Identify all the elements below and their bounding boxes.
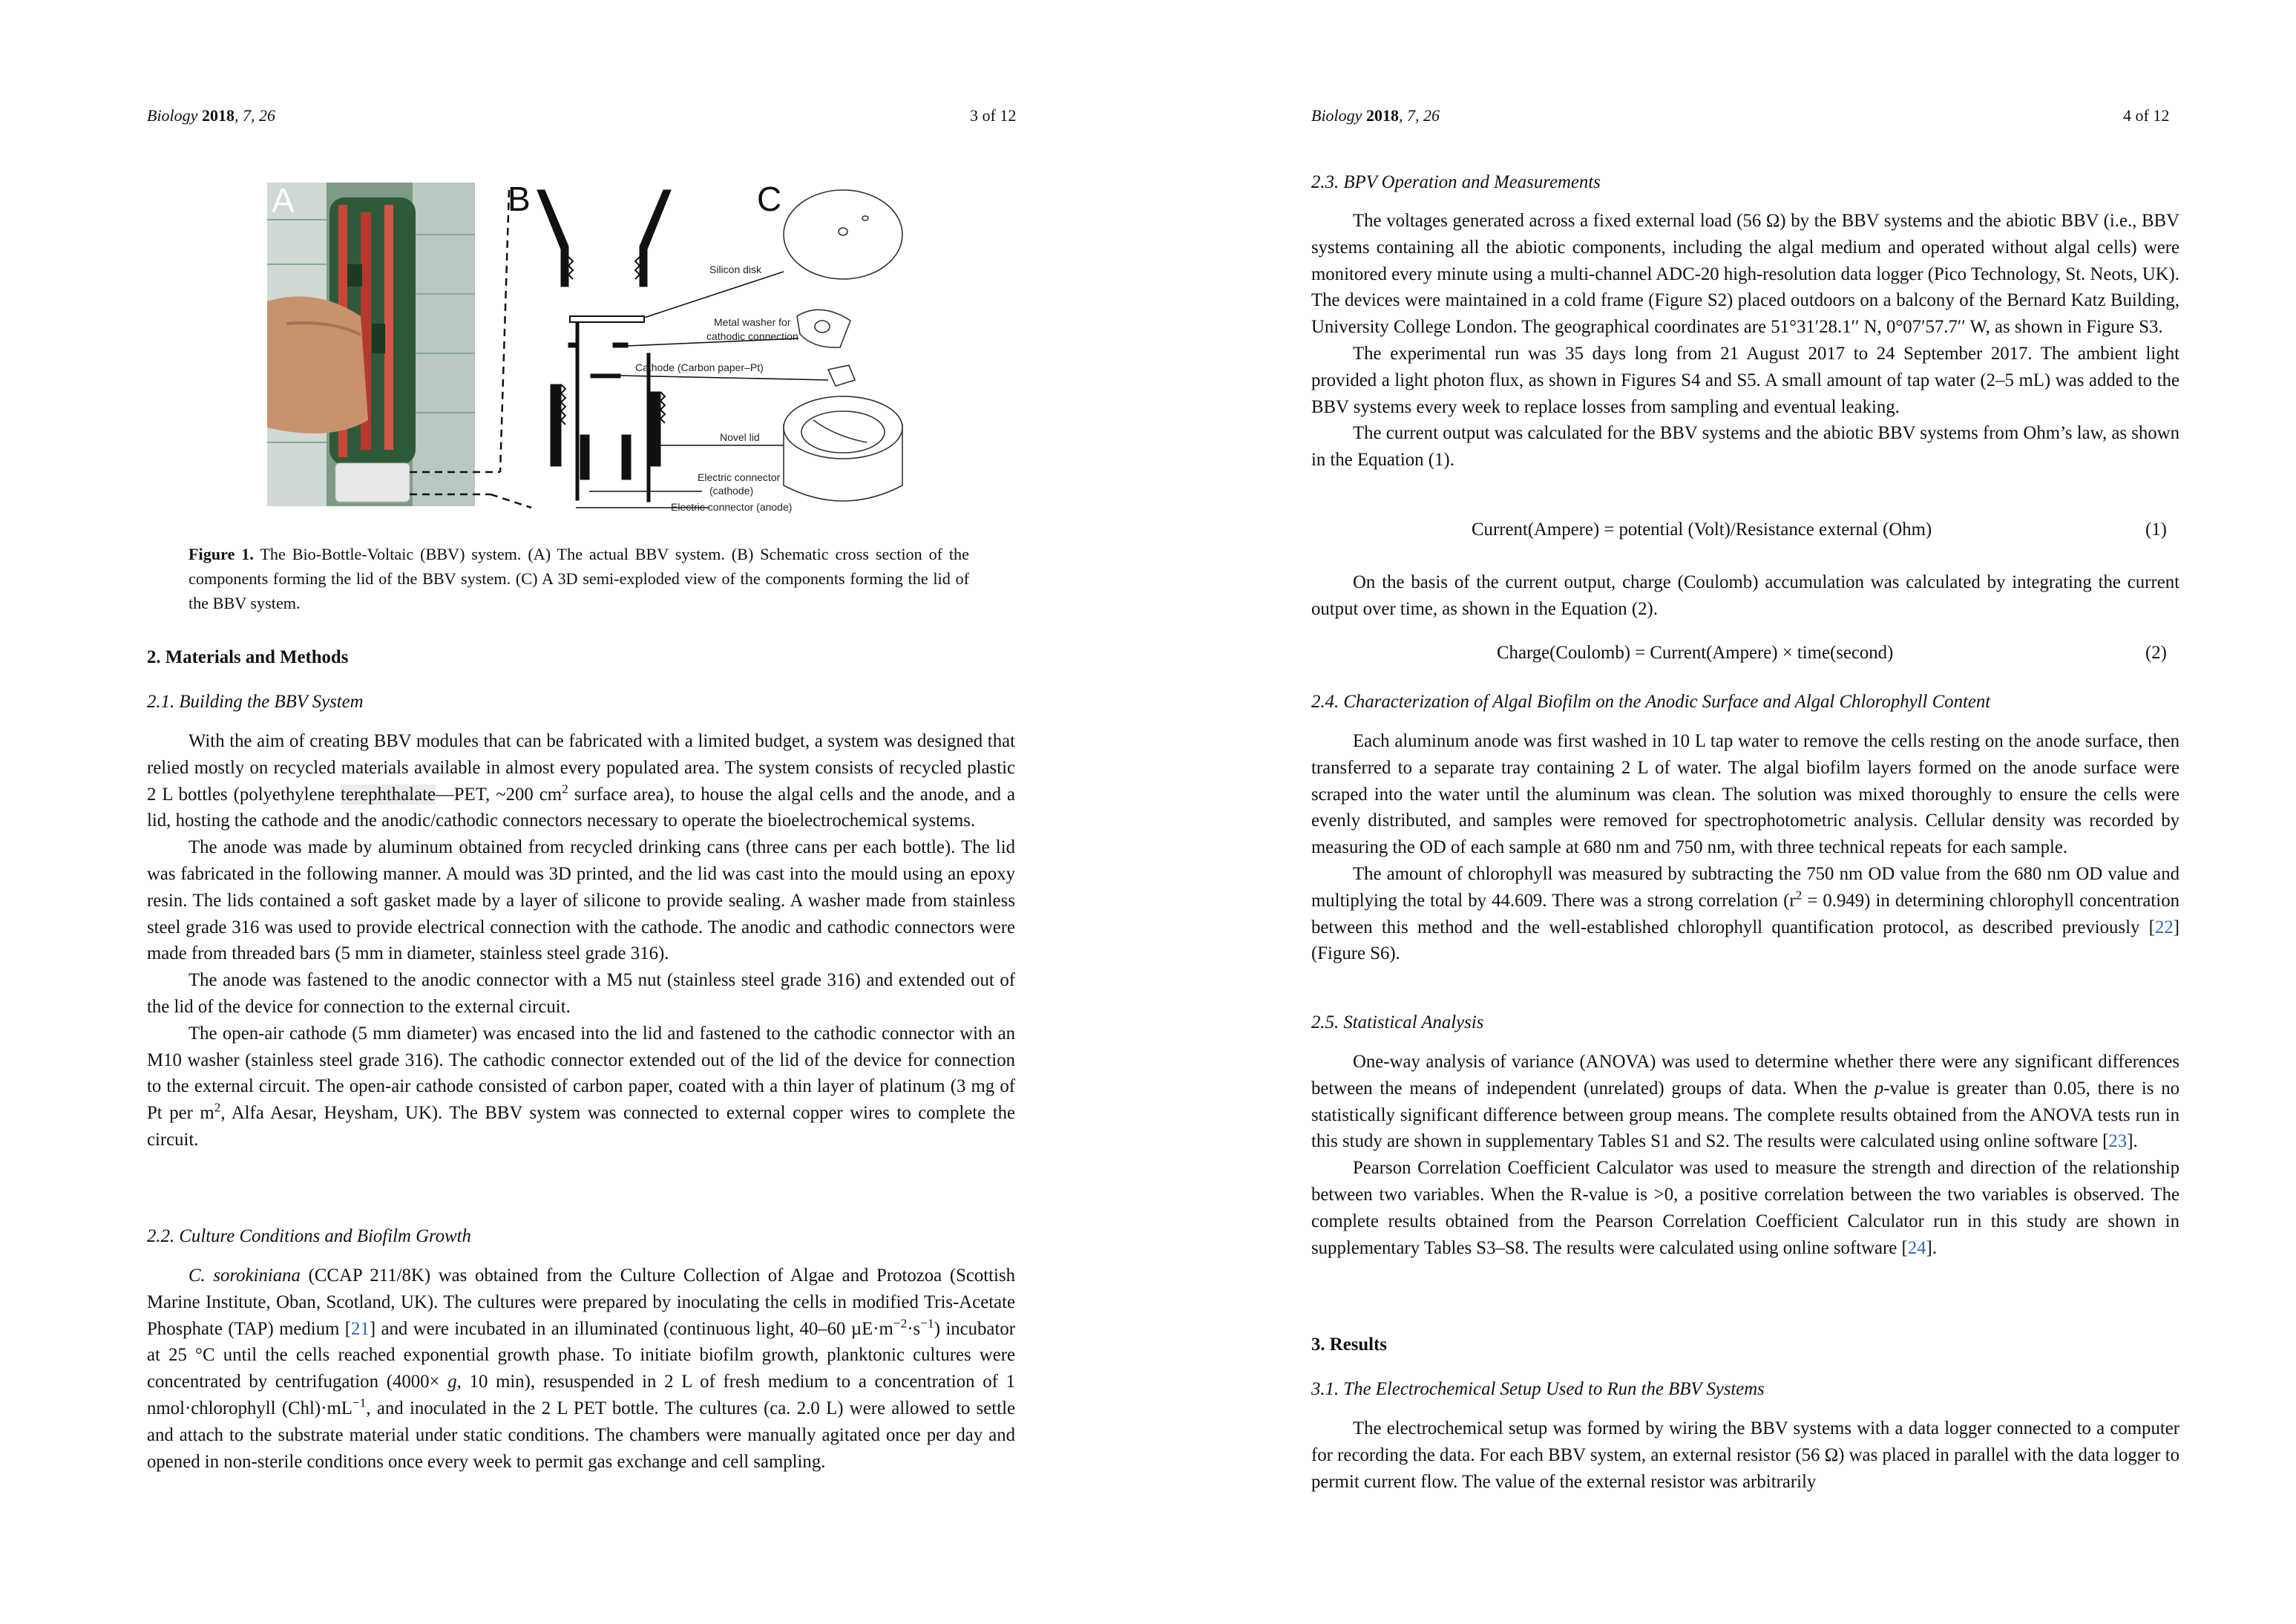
right-page	[1148, 0, 2296, 1624]
section-2-1-body	[147, 728, 1015, 1153]
sub-2-1-block	[147, 689, 1015, 715]
callout-metal-washer-2: cathodic connection	[706, 330, 798, 342]
section-2-4-body	[1311, 728, 2179, 967]
running-header-right: Biology 2018, 7, 26	[1311, 106, 1440, 125]
sub-2-3-block	[1311, 169, 2179, 195]
sub-2-5-block	[1311, 1009, 2179, 1035]
callout-metal-washer-1: Metal washer for	[714, 316, 791, 328]
panel-label-c: C	[757, 180, 782, 218]
paragraph: The open-air cathode (5 mm diameter) was encased into the lid and fastened to the cathodic connector with an M10 washer (stainless steel grade 316). The cathodic connector extended out of the lid of the device for connection to the external circuit. The open-air cathode consisted of carbon paper, coated with a thin layer of platinum (3 mg of Pt per $m^2$, Alfa Aesar, Heysham, UK). The BBV system was connected to external copper wires to complete the circuit.	[147, 1023, 1015, 1150]
paragraph: The anode was fastened to the anodic connector with a M5 nut (stainless steel grade 316) and extended out of the lid of the device for connection to the external circuit.	[147, 970, 1015, 1017]
page-number: 4 of 12	[2123, 106, 2170, 125]
callout-electric-connector-anode: Electric connector (anode)	[671, 501, 793, 513]
subsection-title-2-5: 2.5. Statistical Analysis	[1311, 1012, 1484, 1032]
section-3-1-body	[1311, 1415, 2179, 1495]
paragraph: The voltages generated across a fixed external load (56 Ω) by the BBV systems and the abiotic BBV (i.e., BBV systems containing all the abiotic components, including the algal medium and operated without algal cells) were monitored every minute using a multi-channel ADC-20 high-resolution data logger (Pico Technology, St. Neots, UK). The devices were maintained in a cold frame (Figure S2) placed outdoors on a balcony of the Bernard Katz Building, University College London. The geographical coordinates are 51°31′28.1′′ N, 0°07′57.7′′ W, as shown in Figure S3.	[1311, 211, 2179, 338]
section-title-materials-methods: 2. Materials and Methods	[147, 647, 349, 667]
paragraph: Each aluminum anode was first washed in 10 L tap water to remove the cells resting on the anode surface, then transferred to a separate tray containing 2 L of water. The algal biofilm layers formed on the anode surface were scraped into the water until the aluminum was clean. The solution was mixed thoroughly to ensure the cells were evenly distributed, and samples were removed for spectrophotometric analysis. Cellular density was recorded by measuring the OD of each sample at 680 nm and 750 nm, with three technical repeats for each sample.	[1311, 731, 2179, 858]
equation-1: Current(Ampere) = potential (Volt)/Resistance external (Ohm)	[1472, 520, 1932, 540]
section-2-2-body	[147, 1263, 1015, 1475]
section-2-3-body-cont	[1311, 569, 2179, 623]
citation-link[interactable]: 24	[1907, 1237, 1926, 1258]
callout-novel-lid: Novel lid	[720, 431, 760, 443]
running-header-left: Biology 2018, 7, 26	[147, 106, 275, 125]
paragraph: The electrochemical setup was formed by wiring the BBV systems with a data logger connected to a computer for recording the data. For each BBV system, an external resistor (56 Ω) was placed in parallel with the data logger to permit current flow. The value of the external resistor was arbitrarily	[1311, 1418, 2179, 1492]
callout-silicon-disk: Silicon disk	[709, 263, 762, 275]
callout-cathode-paren: (cathode)	[709, 485, 754, 497]
section-title-results: 3. Results	[1311, 1335, 1387, 1355]
callout-cathode: Cathode (Carbon paper–Pt)	[635, 361, 764, 373]
subsection-title-3-1: 3.1. The Electrochemical Setup Used to Run the BBV Systems	[1311, 1379, 1765, 1399]
equation-2: Charge(Coulomb) = Current(Ampere) × time(second)	[1497, 643, 1894, 663]
subsection-title-2-2: 2.2. Culture Conditions and Biofilm Growth	[147, 1226, 471, 1246]
paragraph: The current output was calculated for the BBV systems and the abiotic BBV systems from Ohm’s law, as shown in the Equation (1).	[1311, 423, 2179, 471]
panel-label-a: A	[272, 181, 295, 220]
paragraph: With the aim of creating BBV modules that can be fabricated with a limited budget, a system was designed that relied mostly on recycled materials available in almost every populated area. The system consists of recycled plastic 2 L bottles (polyethylene terephthalate—PET, ~200 $cm^2$ surface area), to house the algal cells and the anode, and a lid, hosting the cathode and the anodic/cathodic connectors necessary to operate the bioelectrochemical systems.	[147, 731, 1015, 831]
page-number: 3 of 12	[970, 106, 1017, 125]
paragraph: Pearson Correlation Coefficient Calculator was used to measure the strength and direction of the relationship between two variables. When the R-value is >0, a positive correlation between the two variables is observed. The complete results obtained from the Pearson Correlation Coefficient Calculator run in this study are shown in supplementary Tables S3–S8. The results were calculated using online software [24].	[1311, 1158, 2179, 1258]
subsection-title-2-1: 2.1. Building the BBV System	[147, 692, 364, 712]
equation-1-number: (1)	[2145, 520, 2167, 540]
paragraph: The amount of chlorophyll was measured by subtracting the 750 nm OD value from the 680 nm OD value and multiplying the total by 44.609. There was a strong correlation $(r^2 = 0.949)$ in determining chlorophyll concentration between this method and the well-established chlorophyll quantification protocol, as described previously [22] (Figure S6).	[1311, 863, 2179, 964]
section-2-3-body	[1311, 208, 2179, 474]
citation-link[interactable]: 22	[2154, 917, 2174, 937]
paragraph: One-way analysis of variance (ANOVA) was used to determine whether there were any significant differences between the means of independent (unrelated) groups of data. When the p-value is greater than 0.05, there is no statistically significant difference between group means. The complete results obtained from the ANOVA tests run in this study are shown in supplementary Tables S1 and S2. The results were calculated using online software [23].	[1311, 1052, 2180, 1152]
subsection-title-2-3: 2.3. BPV Operation and Measurements	[1311, 172, 1601, 192]
sub-2-4-block	[1311, 689, 2179, 715]
citation-link[interactable]: 23	[2108, 1131, 2128, 1152]
sub-2-2-block	[147, 1223, 1015, 1249]
sub-3-1-block	[1311, 1376, 2179, 1402]
section-2-title-block	[147, 644, 1015, 670]
equation-2-number: (2)	[2145, 643, 2167, 663]
paragraph: The experimental run was 35 days long from 21 August 2017 to 24 September 2017. The ambient light provided a light photon flux, as shown in Figures S4 and S5. A small amount of tap water (2–5 mL) was added to the BBV systems every week to replace losses from sampling and eventual leaking.	[1311, 343, 2179, 417]
paragraph: On the basis of the current output, charge (Coulomb) accumulation was calculated by integrating the current output over time, as shown in the Equation (2).	[1311, 572, 2179, 619]
callout-electric-connector: Electric connector	[698, 471, 781, 483]
schematic-cross-section	[537, 190, 671, 502]
figure-1-bbv-system	[264, 175, 910, 524]
paragraph: C. sorokiniana (CCAP 211/8K) was obtained from the Culture Collection of Algae and Protozoa (Scottish Marine Institute, Oban, Scotland, UK). The cultures were prepared by inoculating the cells in modified Tris-Acetate Phosphate (TAP) medium [21] and were incubated in an illuminated (continuous light, 40–60 $\mu E\cdot m^{-2}\cdot s^{-1}$) incubator at 25 °C until the cells reached exponential growth phase. To initiate biofilm growth, planktonic cultures were concentrated by centrifugation (4000× g, 10 min), resuspended in 2 L of fresh medium to a concentration of 1 nmol·chlorophyll $(Chl)\cdot mL^{-1}$, and inoculated in the 2 L PET bottle. The cultures (ca. 2.0 L) were allowed to settle and attach to the substrate material under static conditions. The chambers were manually agitated once per day and opened in non-sterile conditions once every week to permit gas exchange and cell sampling.	[147, 1266, 1015, 1472]
panel-label-b: B	[508, 180, 531, 218]
citation-link[interactable]: 21	[351, 1318, 370, 1339]
section-2-5-body	[1311, 1049, 2179, 1261]
subsection-title-2-4: 2.4. Characterization of Algal Biofilm on the Anodic Surface and Algal Chlorophyll Content	[1311, 692, 1991, 712]
semi-exploded-3d-view	[784, 190, 902, 501]
section-3-title-block	[1311, 1332, 2179, 1358]
photo-bbv-bottle	[267, 181, 475, 506]
figure-1-caption: Figure 1. The Bio-Bottle-Voltaic (BBV) system. (A) The actual BBV system. (B) Schematic cross section of the components forming the lid of the BBV system. (C) A 3D semi-exploded view of the components forming the lid of the BBV system.	[188, 545, 970, 612]
paragraph: The anode was made by aluminum obtained from recycled drinking cans (three cans per each bottle). The lid was fabricated in the following manner. A mould was 3D printed, and the lid was cast into the mould using an epoxy resin. The lids contained a soft gasket made by a layer of silicone to provide sealing. A washer made from stainless steel grade 316 was used to provide electrical connection with the cathode. The anodic and cathodic connectors were made from threaded bars (5 mm in diameter, stainless steel grade 316).	[147, 837, 1015, 964]
